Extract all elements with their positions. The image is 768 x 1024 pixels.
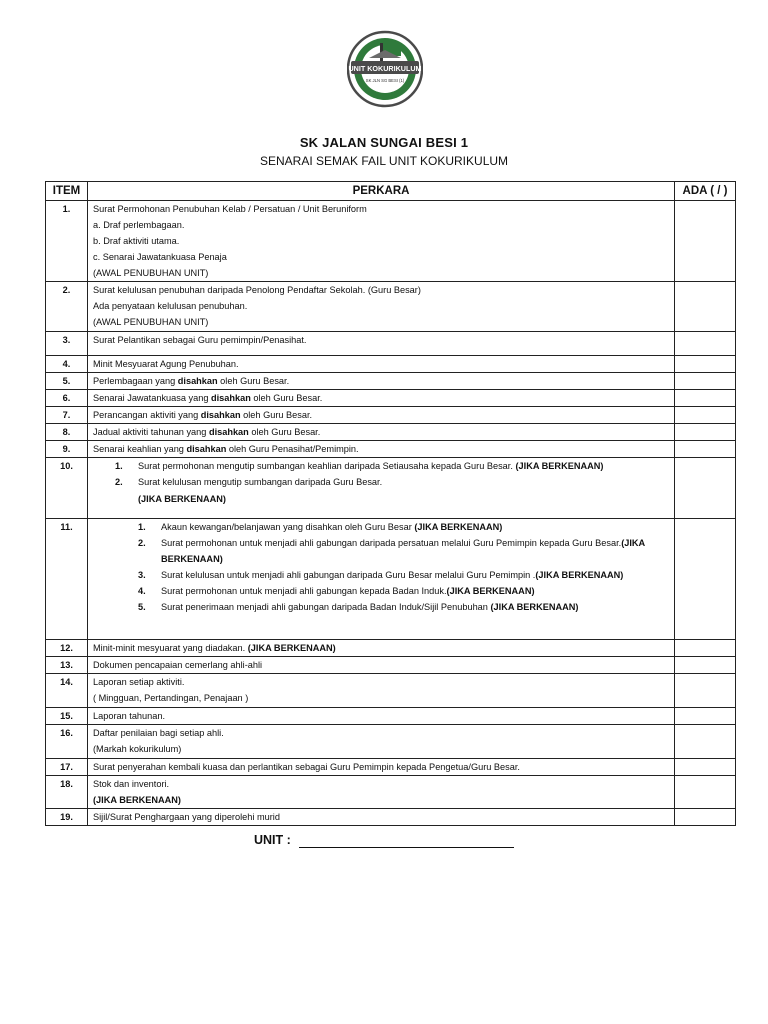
perkara-text: Surat Permohonan Penubuhan Kelab / Persatuan / Unit Beruniform [93, 204, 367, 214]
sub-item-number: 2. [115, 477, 123, 487]
perkara-cell [88, 332, 675, 356]
ada-checkbox-cell[interactable] [675, 640, 736, 657]
perkara-text: Sijil/Surat Penghargaan yang diperolehi murid [93, 812, 280, 822]
table-body [46, 201, 736, 826]
perkara-cell [88, 657, 675, 674]
perkara-text: a. Draf perlembagaan. [93, 220, 185, 230]
perkara-text: Senarai Jawatankuasa yang [93, 393, 211, 403]
document-title: SENARAI SEMAK FAIL UNIT KOKURIKULUM [259, 154, 509, 168]
ada-checkbox-cell[interactable] [675, 356, 736, 373]
table-row [46, 441, 736, 458]
table-row [46, 282, 736, 332]
item-number: 15. [46, 708, 88, 725]
emphasis-text: disahkan [177, 376, 218, 386]
perkara-text: Jadual aktiviti tahunan yang [93, 427, 209, 437]
perkara-text: Perlembagaan yang [93, 376, 178, 386]
perkara-text: Ada penyataan kelulusan penubuhan. [93, 301, 248, 311]
perkara-text: Surat kelulusan penubuhan daripada Penolong Pendaftar Sekolah. (Guru Besar) [93, 285, 421, 295]
perkara-text: Stok dan inventori. [93, 779, 170, 789]
emphasis-text: disahkan [210, 393, 251, 403]
sub-list-item [93, 474, 669, 490]
condition-note: (JIKA BERKENAAN) [535, 570, 624, 580]
ada-header: ADA ( / ) [675, 182, 736, 201]
ada-checkbox-cell[interactable] [675, 201, 736, 282]
emphasis-text: (JIKA BERKENAAN) [247, 643, 336, 653]
perkara-text: Minit-minit mesyuarat yang diadakan. [93, 643, 248, 653]
item-number: 8. [46, 424, 88, 441]
ada-checkbox-cell[interactable] [675, 725, 736, 759]
sub-item-text: Surat permohonan mengutip sumbangan keahlian daripada Setiausaha kepada Guru Besar. [138, 461, 516, 471]
sub-item-number: 1. [138, 522, 146, 532]
sub-list-item [93, 567, 669, 583]
item-number: 14. [46, 674, 88, 708]
ada-checkbox-cell[interactable] [675, 458, 736, 519]
item-number: 1. [46, 201, 88, 282]
sub-item-number: 3. [138, 570, 146, 580]
sub-item-text: Surat kelulusan mengutip sumbangan daripada Guru Besar. [138, 477, 383, 487]
table-row [46, 759, 736, 776]
school-logo [347, 28, 423, 110]
item-header: ITEM [46, 182, 88, 201]
ada-checkbox-cell[interactable] [675, 776, 736, 809]
ada-checkbox-cell[interactable] [675, 373, 736, 390]
perkara-cell [88, 519, 675, 640]
item-number: 9. [46, 441, 88, 458]
ada-checkbox-cell[interactable] [675, 441, 736, 458]
checklist-table [45, 181, 736, 826]
ada-checkbox-cell[interactable] [675, 674, 736, 708]
ada-checkbox-cell[interactable] [675, 282, 736, 332]
perkara-cell [88, 809, 675, 826]
perkara-cell [88, 759, 675, 776]
sub-item-text: Surat kelulusan untuk menjadi ahli gabungan daripada Guru Besar melalui Guru Pemimpin . [161, 570, 536, 580]
perkara-text: (AWAL PENUBUHAN UNIT) [93, 317, 209, 327]
table-row [46, 640, 736, 657]
item-number: 6. [46, 390, 88, 407]
sub-item-text: Surat penerimaan menjadi ahli gabungan daripada Badan Induk/Sijil Penubuhan [161, 602, 491, 612]
table-row [46, 657, 736, 674]
condition-note: (JIKA BERKENAAN) [515, 461, 604, 471]
perkara-text: Perancangan aktiviti yang [93, 410, 201, 420]
condition-note: (JIKA BERKENAAN) [93, 795, 181, 805]
sub-item-text: Akaun kewangan/belanjawan yang disahkan oleh Guru Besar [161, 522, 415, 532]
ada-checkbox-cell[interactable] [675, 657, 736, 674]
table-row [46, 373, 736, 390]
ada-checkbox-cell[interactable] [675, 759, 736, 776]
perkara-cell [88, 356, 675, 373]
sub-list-item [93, 583, 669, 599]
condition-note: (JIKA BERKENAAN) [490, 602, 579, 612]
table-row [46, 674, 736, 708]
perkara-text: Surat Pelantikan sebagai Guru pemimpin/Penasihat. [93, 335, 307, 345]
ada-checkbox-cell[interactable] [675, 708, 736, 725]
item-number: 18. [46, 776, 88, 809]
logo-text: UNIT KOKURIKULUM [348, 64, 422, 73]
perkara-text: Laporan tahunan. [93, 711, 166, 721]
item-number: 7. [46, 407, 88, 424]
perkara-text: b. Draf aktiviti utama. [93, 236, 180, 246]
perkara-text: Laporan setiap aktiviti. [93, 677, 185, 687]
table-row [46, 201, 736, 282]
ada-checkbox-cell[interactable] [675, 407, 736, 424]
sub-list-item [93, 519, 669, 535]
perkara-text: oleh Guru Besar. [217, 376, 290, 386]
perkara-cell [88, 373, 675, 390]
perkara-cell [88, 390, 675, 407]
ada-checkbox-cell[interactable] [675, 424, 736, 441]
ada-checkbox-cell[interactable] [675, 390, 736, 407]
unit-label: UNIT : [254, 833, 291, 847]
item-number: 3. [46, 332, 88, 356]
condition-note: (JIKA BERKENAAN) [414, 522, 503, 532]
perkara-text: Daftar penilaian bagi setiap ahli. [93, 728, 224, 738]
perkara-text: oleh Guru Besar. [248, 427, 321, 437]
perkara-cell [88, 201, 675, 282]
item-number: 16. [46, 725, 88, 759]
table-row [46, 776, 736, 809]
ada-checkbox-cell[interactable] [675, 519, 736, 640]
perkara-text: (Markah kokurikulum) [93, 744, 182, 754]
item-number: 13. [46, 657, 88, 674]
table-row [46, 725, 736, 759]
emphasis-text: disahkan [186, 444, 227, 454]
perkara-text: Dokumen pencapaian cemerlang ahli-ahli [93, 660, 263, 670]
perkara-text: oleh Guru Besar. [240, 410, 313, 420]
perkara-cell [88, 640, 675, 657]
sub-item-number: 1. [115, 461, 123, 471]
emphasis-text: disahkan [200, 410, 241, 420]
logo-subtext: SK JLN SG BESI (1) [365, 78, 405, 83]
sub-item-number: 5. [138, 602, 146, 612]
perkara-text: Minit Mesyuarat Agung Penubuhan. [93, 359, 239, 369]
sub-item-text: Surat permohonan untuk menjadi ahli gabungan kepada Badan Induk. [161, 586, 447, 596]
item-number: 12. [46, 640, 88, 657]
item-number: 5. [46, 373, 88, 390]
perkara-cell [88, 708, 675, 725]
sub-list-item [93, 599, 669, 615]
perkara-text: oleh Guru Penasihat/Pemimpin. [226, 444, 359, 454]
ada-checkbox-cell[interactable] [675, 809, 736, 826]
item-number: 17. [46, 759, 88, 776]
sub-item-number: 2. [138, 538, 146, 548]
perkara-text: Surat penyerahan kembali kuasa dan perlantikan sebagai Guru Pemimpin kepada Pengetua/Guru Besar. [93, 762, 520, 772]
perkara-cell [88, 725, 675, 759]
perkara-cell [88, 407, 675, 424]
perkara-text: c. Senarai Jawatankuasa Penaja [93, 252, 227, 262]
sub-item-text: Surat permohonan untuk menjadi ahli gabungan daripada persatuan melalui Guru Pemimpin kepada Guru Besar. [161, 538, 622, 548]
perkara-cell [88, 424, 675, 441]
table-row [46, 390, 736, 407]
perkara-text: oleh Guru Besar. [250, 393, 323, 403]
perkara-cell [88, 441, 675, 458]
table-header-row [46, 182, 736, 201]
item-number: 10. [46, 458, 88, 519]
perkara-text: (AWAL PENUBUHAN UNIT) [93, 268, 209, 278]
table-row [46, 708, 736, 725]
item-number: 11. [46, 519, 88, 640]
condition-note: (JIKA BERKENAAN) [446, 586, 535, 596]
item-number: 4. [46, 356, 88, 373]
table-row [46, 356, 736, 373]
table-row [46, 332, 736, 356]
perkara-cell [88, 776, 675, 809]
item-number: 19. [46, 809, 88, 826]
perkara-text: Senarai keahlian yang [93, 444, 187, 454]
perkara-cell [88, 458, 675, 519]
sub-list-item [93, 458, 669, 474]
emphasis-text: disahkan [208, 427, 249, 437]
perkara-cell [88, 674, 675, 708]
sub-list-item [93, 535, 669, 567]
table-row [46, 407, 736, 424]
table-row [46, 458, 736, 519]
unit-fill-line [299, 847, 514, 848]
condition-note: (JIKA BERKENAAN) [138, 494, 226, 504]
table-row [46, 809, 736, 826]
ada-checkbox-cell[interactable] [675, 332, 736, 356]
table-row [46, 424, 736, 441]
perkara-text: ( Mingguan, Pertandingan, Penajaan ) [93, 693, 249, 703]
perkara-header: PERKARA [88, 182, 675, 201]
item-number: 2. [46, 282, 88, 332]
table-row [46, 519, 736, 640]
sub-item-number: 4. [138, 586, 146, 596]
perkara-cell [88, 282, 675, 332]
condition-note: (JIKA BERKENAAN) [161, 538, 645, 564]
school-name: SK JALAN SUNGAI BESI 1 [299, 135, 469, 150]
